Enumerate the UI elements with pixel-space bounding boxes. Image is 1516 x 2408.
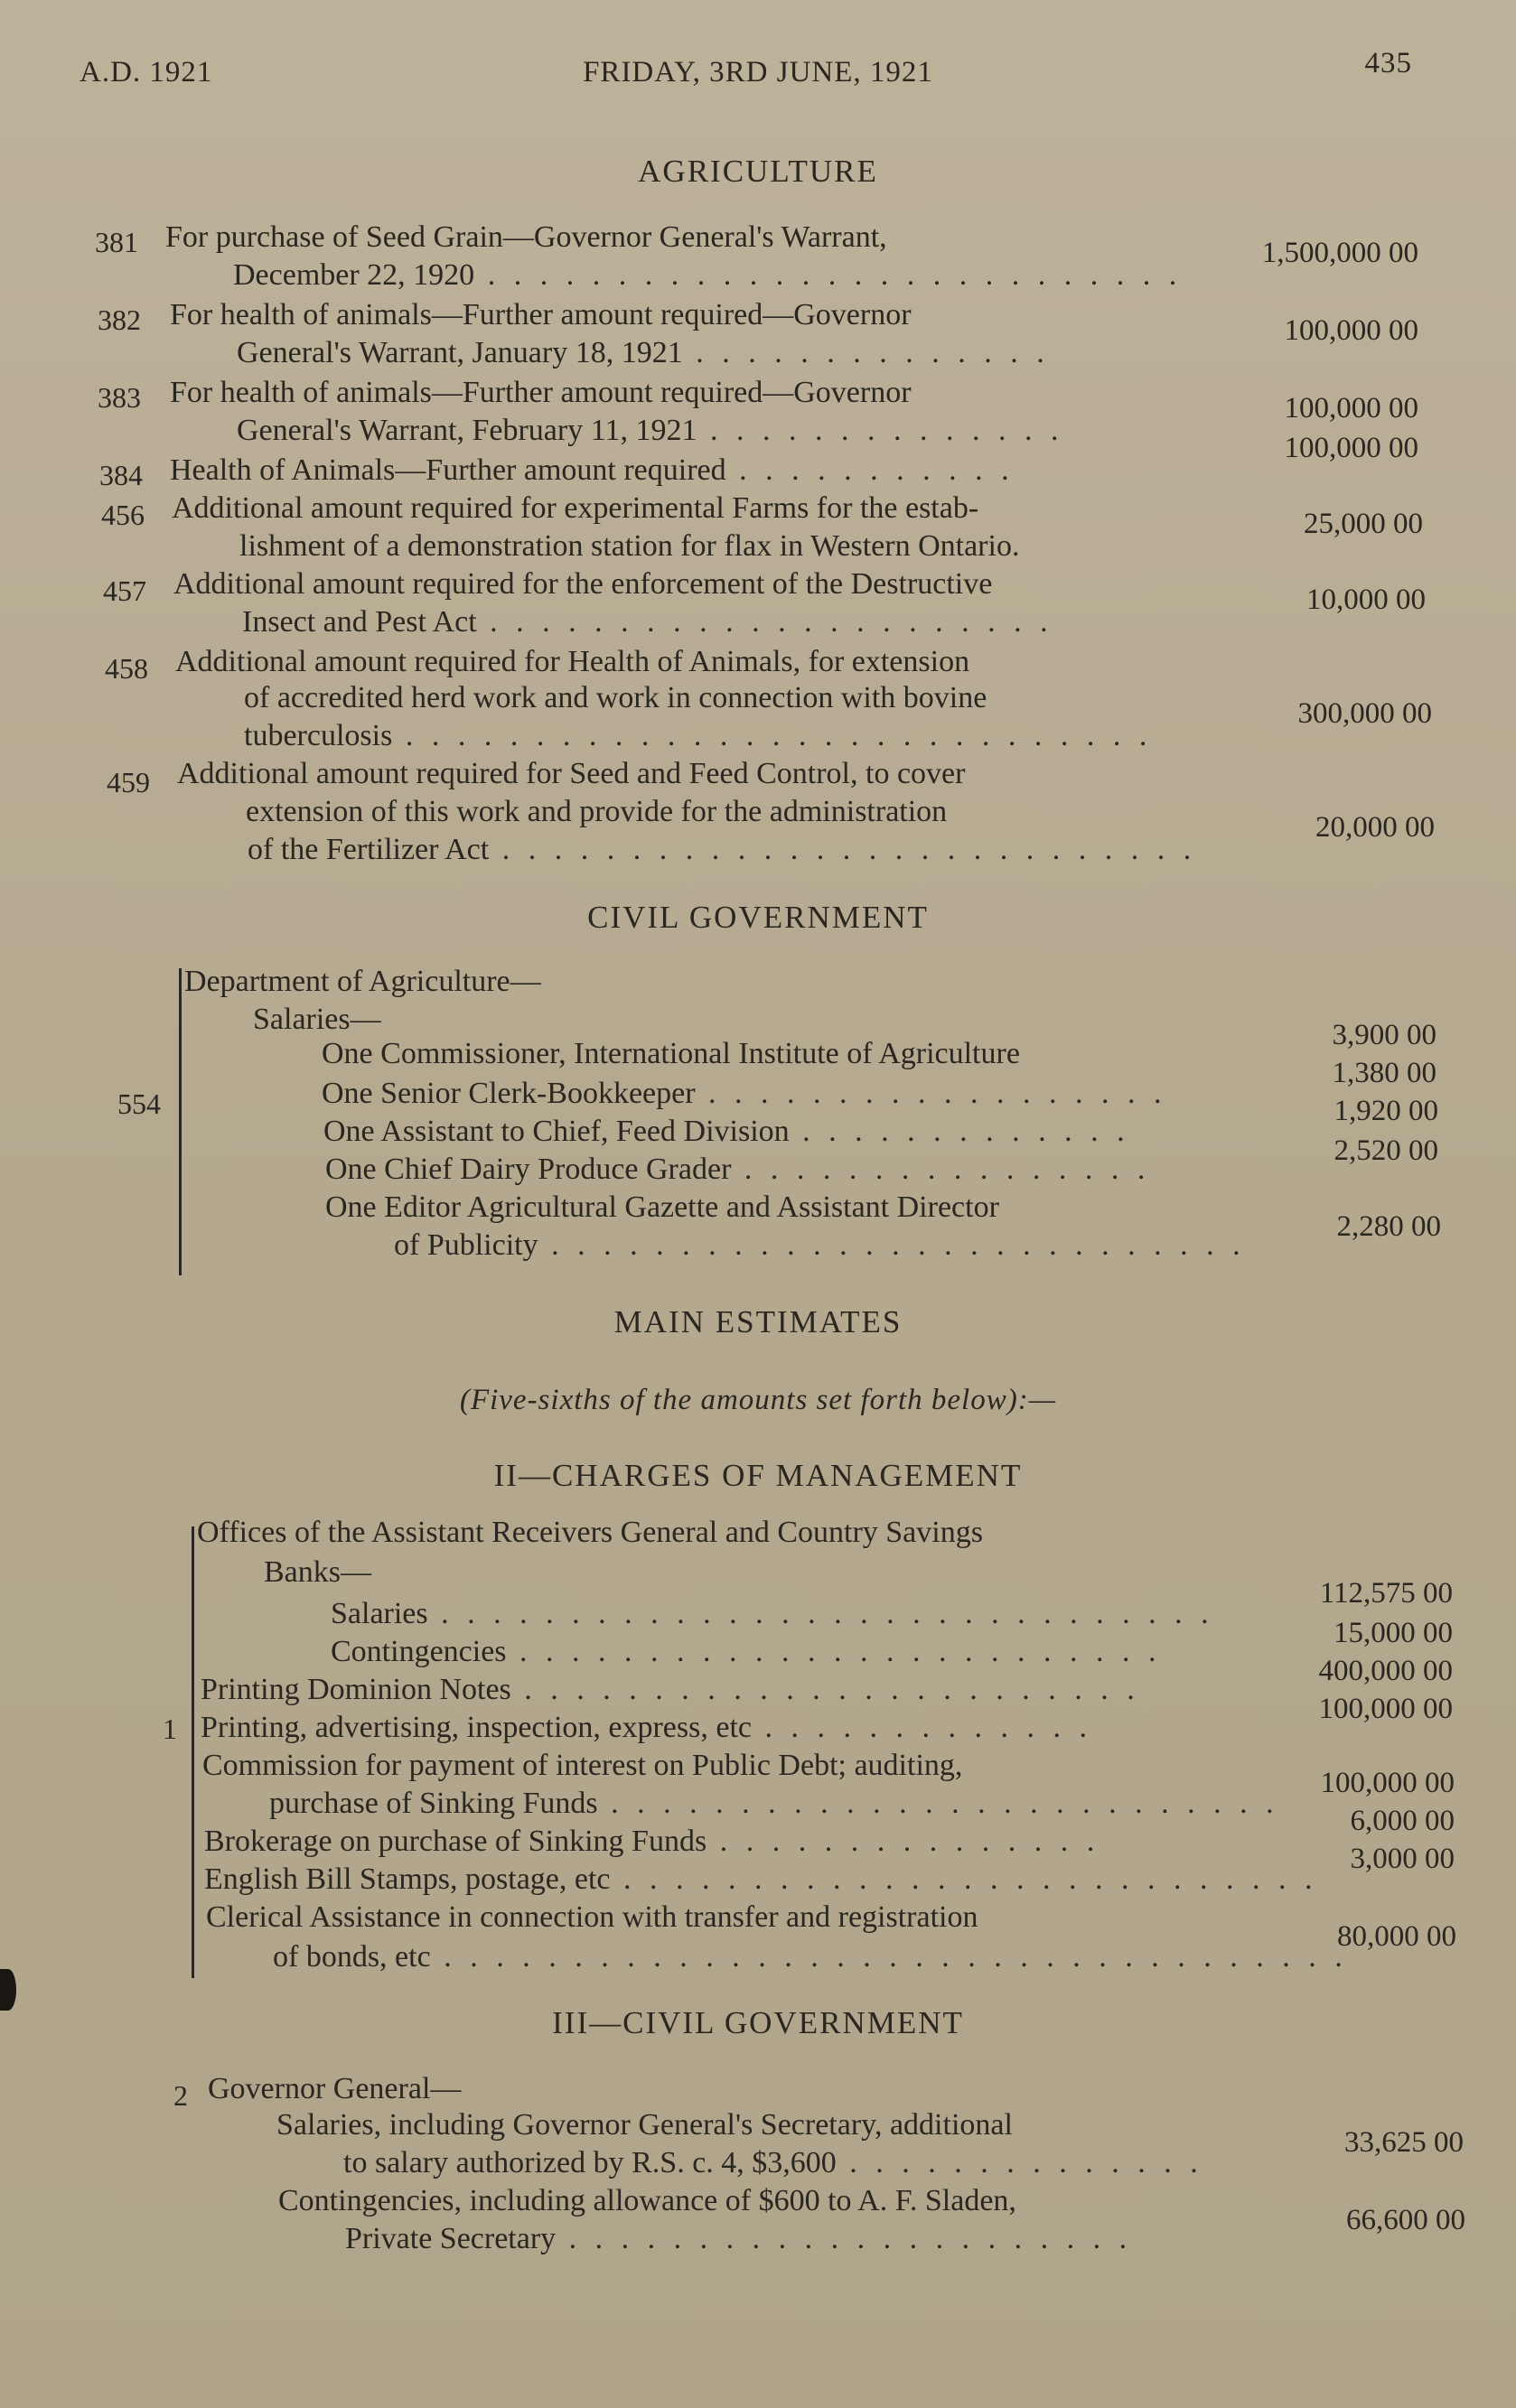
- page-number: 435: [1364, 47, 1412, 79]
- charge-amount: 6,000 00: [1350, 1805, 1455, 1837]
- gg-item-cont: Private Secretary . . . . . . . . . . . . . . . . . . . . . .: [345, 2222, 1133, 2255]
- item-amount: 100,000 00: [1284, 392, 1418, 425]
- gg-amount: 33,625 00: [1344, 2126, 1464, 2159]
- item-number: 457: [103, 574, 146, 607]
- item-number: 381: [95, 226, 138, 258]
- item-number: 458: [105, 652, 148, 685]
- item-number: 382: [98, 303, 141, 336]
- offices-label: Offices of the Assistant Receivers General and Country Savings: [197, 1516, 983, 1549]
- salary-item: One Editor Agricultural Gazette and Assistant Director: [325, 1190, 999, 1224]
- item-amount: 100,000 00: [1284, 432, 1418, 464]
- item-number: 383: [98, 381, 141, 414]
- item-text-cont: General's Warrant, January 18, 1921 . . . . . . . . . . . . . .: [237, 336, 1050, 369]
- dept-label: Department of Agriculture—: [184, 965, 541, 998]
- item-text: For health of animals—Further amount required—Governor: [170, 376, 912, 409]
- charge-item-cont: of bonds, etc . . . . . . . . . . . . . . . . . . . . . . . . . . . . . . . . . . .: [273, 1940, 1348, 1974]
- section-title-agriculture: AGRICULTURE: [638, 154, 878, 189]
- item-amount: 20,000 00: [1315, 811, 1435, 844]
- banks-label: Banks—: [264, 1555, 371, 1589]
- item-number: 459: [107, 766, 150, 798]
- salary-amount: 2,280 00: [1336, 1210, 1441, 1243]
- item-text-cont: Insect and Pest Act . . . . . . . . . . . . . . . . . . . . . .: [242, 605, 1053, 639]
- item-amount: 300,000 00: [1297, 697, 1432, 730]
- salary-item: One Chief Dairy Produce Grader . . . . . . . . . . . . . . . .: [325, 1153, 1151, 1186]
- item-text-cont: General's Warrant, February 11, 1921 . . . . . . . . . . . . . .: [237, 414, 1064, 447]
- section-title-main-estimates: MAIN ESTIMATES: [613, 1304, 903, 1339]
- section-title-civil-government: CIVIL GOVERNMENT: [587, 900, 929, 935]
- charge-amount: 100,000 00: [1320, 1767, 1455, 1799]
- charge-item: Clerical Assistance in connection with transfer and registration: [206, 1900, 978, 1934]
- charge-item: Commission for payment of interest on Public Debt; auditing,: [202, 1749, 963, 1782]
- salary-item: One Assistant to Chief, Feed Division . . . . . . . . . . . . .: [323, 1115, 1130, 1148]
- charge-amount: 15,000 00: [1334, 1617, 1453, 1649]
- salary-amount: 2,520 00: [1334, 1134, 1438, 1167]
- section-title-civil-government-iii: III—CIVIL GOVERNMENT: [552, 2005, 964, 2040]
- item-amount: 10,000 00: [1306, 583, 1426, 616]
- charge-item: Printing, advertising, inspection, express, etc . . . . . . . . . . . . .: [201, 1711, 1092, 1744]
- gg-item: Salaries, including Governor General's Secretary, additional: [276, 2108, 1013, 2142]
- item-text-cont: lishment of a demonstration station for flax in Western Ontario.: [239, 529, 1020, 563]
- salaries-label: Salaries—: [253, 1003, 381, 1036]
- section-subtitle: (Five-sixths of the amounts set forth below):—: [459, 1384, 1057, 1416]
- section-title-charges: II—CHARGES OF MANAGEMENT: [493, 1458, 1023, 1493]
- charge-item: Salaries . . . . . . . . . . . . . . . . . . . . . . . . . . . . . .: [331, 1597, 1214, 1630]
- charge-amount: 80,000 00: [1337, 1920, 1456, 1953]
- salary-item-cont: of Publicity . . . . . . . . . . . . . . . . . . . . . . . . . . .: [394, 1228, 1246, 1262]
- item-text-cont: of accredited herd work and work in connection with bovine: [244, 681, 987, 714]
- item-text: Additional amount required for Health of Animals, for extension: [175, 645, 970, 678]
- header-year: A.D. 1921: [80, 56, 213, 89]
- item-text: Additional amount required for Seed and Feed Control, to cover: [177, 757, 966, 790]
- salary-amount: 1,380 00: [1332, 1057, 1436, 1089]
- charge-item: Contingencies . . . . . . . . . . . . . . . . . . . . . . . . .: [331, 1635, 1162, 1668]
- item-amount: 1,500,000 00: [1261, 237, 1418, 269]
- charge-amount: 3,000 00: [1350, 1843, 1455, 1875]
- charge-item: English Bill Stamps, postage, etc . . . . . . . . . . . . . . . . . . . . . . . . . . .: [204, 1862, 1318, 1896]
- bracket-number: 1: [163, 1713, 177, 1745]
- header-date: FRIDAY, 3RD JUNE, 1921: [583, 56, 933, 89]
- item-text: Additional amount required for the enforcement of the Destructive: [173, 567, 993, 601]
- item-text-cont: extension of this work and provide for the administration: [246, 795, 948, 828]
- item-text-cont: tuberculosis . . . . . . . . . . . . . . . . . . . . . . . . . . . . .: [244, 719, 1153, 752]
- item-amount: 100,000 00: [1284, 314, 1418, 347]
- salary-amount: 1,920 00: [1334, 1095, 1438, 1127]
- bracket: [192, 1526, 194, 1978]
- item-text-cont: December 22, 1920 . . . . . . . . . . . . . . . . . . . . . . . . . . .: [233, 258, 1183, 292]
- item-text-cont: of the Fertilizer Act . . . . . . . . . . . . . . . . . . . . . . . . . . .: [248, 833, 1197, 866]
- charge-item: Printing Dominion Notes . . . . . . . . . . . . . . . . . . . . . . . .: [201, 1673, 1140, 1706]
- charge-amount: 400,000 00: [1318, 1655, 1453, 1687]
- governor-general-label: Governor General—: [208, 2072, 462, 2105]
- gg-item-cont: to salary authorized by R.S. c. 4, $3,600 . . . . . . . . . . . . . .: [343, 2146, 1203, 2179]
- item-number: 456: [101, 499, 145, 531]
- gg-amount: 66,600 00: [1346, 2204, 1465, 2236]
- item-text: For health of animals—Further amount required—Governor: [170, 298, 912, 331]
- salary-item: One Senior Clerk-Bookkeeper . . . . . . . . . . . . . . . . . .: [322, 1077, 1167, 1110]
- bracket-number: 554: [117, 1087, 161, 1120]
- item-number: 2: [173, 2079, 188, 2112]
- bracket: [179, 968, 182, 1275]
- salary-amount: 3,900 00: [1332, 1019, 1436, 1051]
- item-text: For purchase of Seed Grain—Governor General's Warrant,: [165, 220, 887, 254]
- charge-item: Brokerage on purchase of Sinking Funds . . . . . . . . . . . . . . .: [204, 1825, 1100, 1858]
- charge-amount: 112,575 00: [1319, 1577, 1453, 1610]
- item-number: 384: [99, 459, 143, 491]
- gg-item: Contingencies, including allowance of $600 to A. F. Sladen,: [278, 2184, 1016, 2217]
- item-amount: 25,000 00: [1304, 508, 1423, 540]
- charge-item-cont: purchase of Sinking Funds . . . . . . . . . . . . . . . . . . . . . . . . . .: [269, 1787, 1279, 1820]
- item-text: Health of Animals—Further amount required . . . . . . . . . . .: [170, 453, 1015, 487]
- charge-amount: 100,000 00: [1318, 1693, 1453, 1725]
- item-text: Additional amount required for experimental Farms for the estab-: [172, 491, 979, 525]
- salary-item: One Commissioner, International Institute of Agriculture: [322, 1037, 1020, 1070]
